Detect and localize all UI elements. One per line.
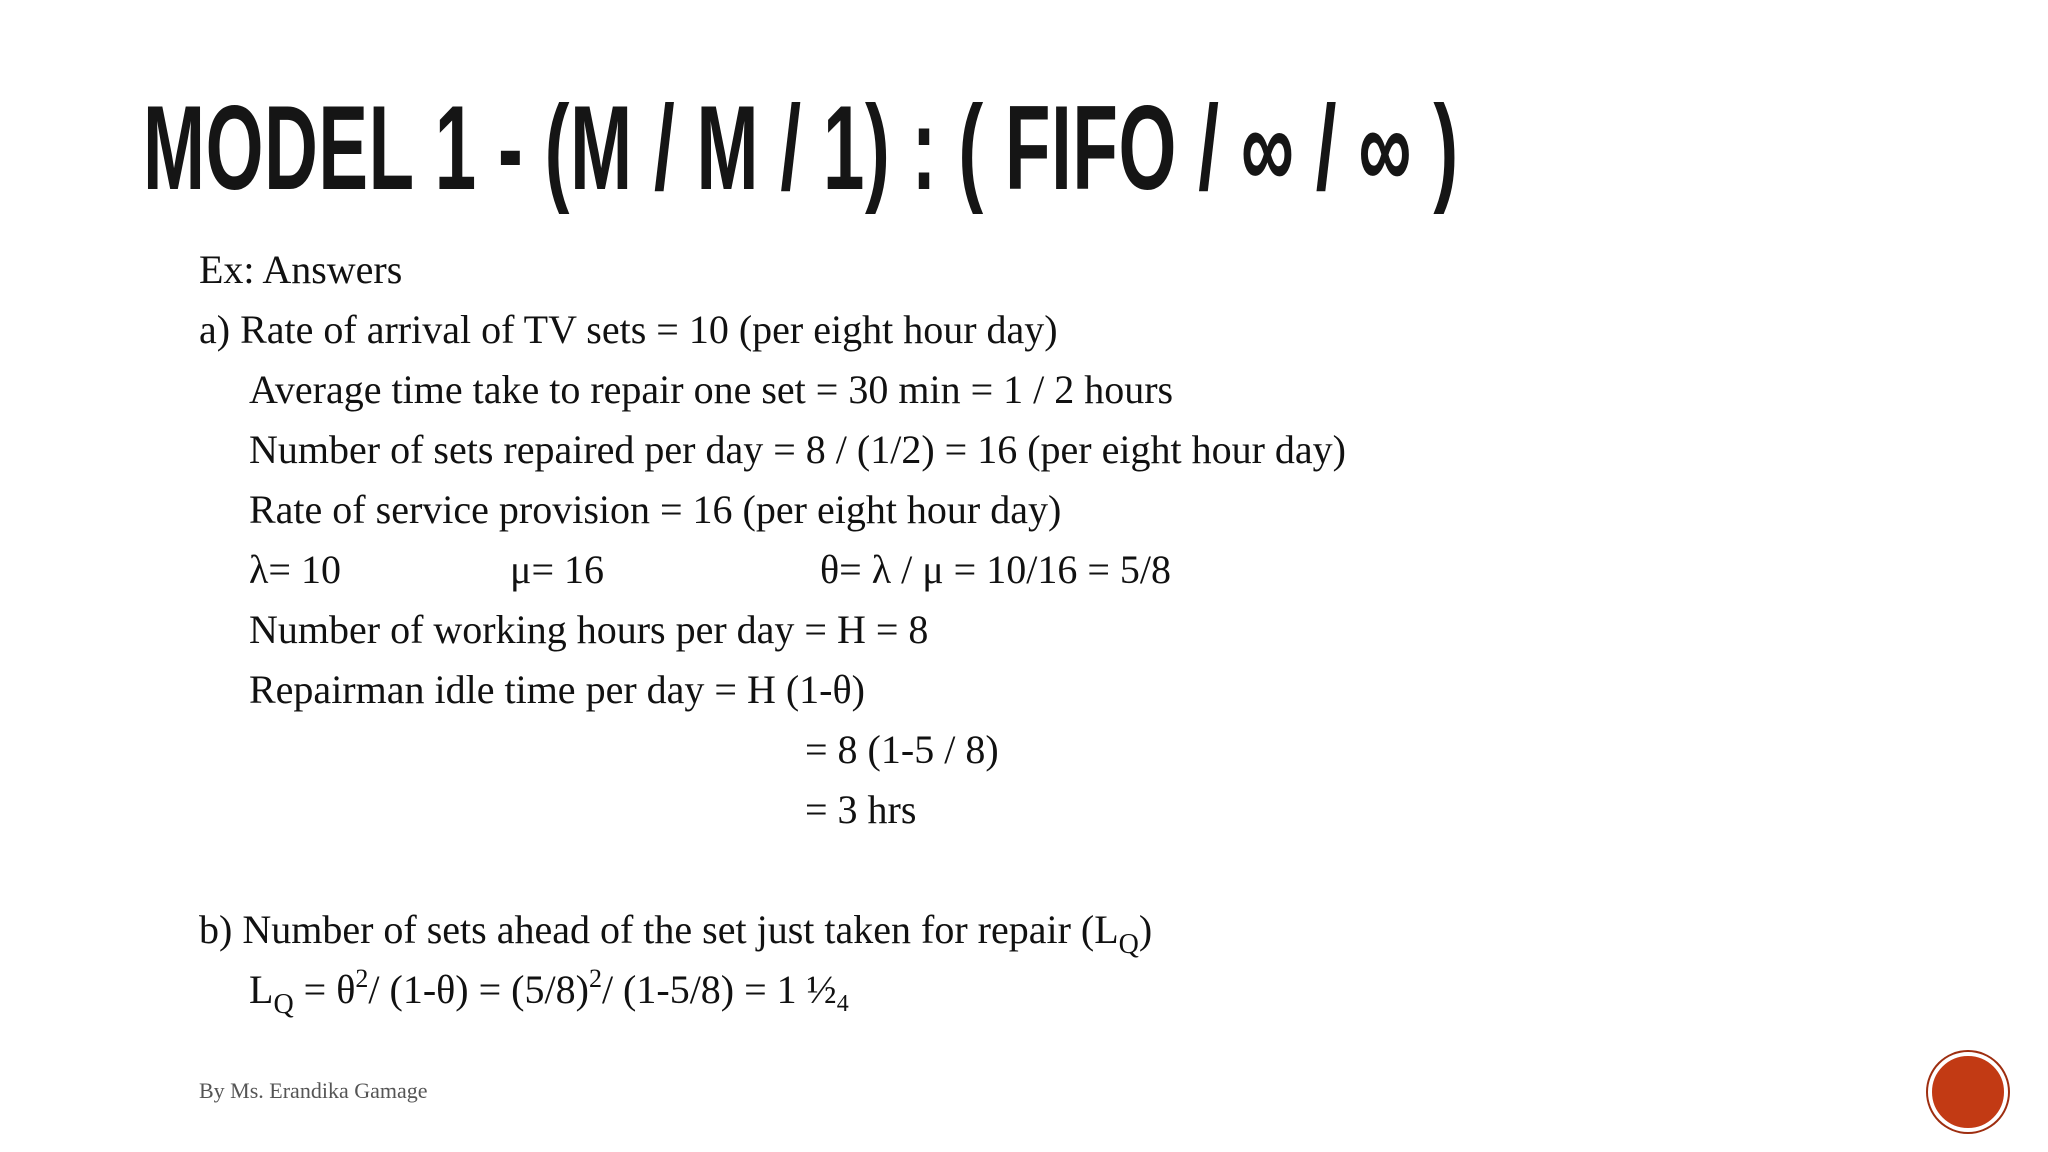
- answer-b-line-1-close: ): [1138, 907, 1153, 952]
- answer-b-formula: [249, 964, 849, 1020]
- lambda-value: λ= 10: [249, 547, 341, 592]
- formula-subscript-4: 4: [836, 991, 849, 1017]
- formula-part-1: = θ: [293, 967, 356, 1012]
- answer-b-line-1-text: b) Number of sets ahead of the set just taken for repair (L: [199, 907, 1119, 952]
- answer-b-line-1: [199, 906, 1153, 960]
- formula-part-2: / (1-θ) = (5/8): [368, 967, 589, 1012]
- mu-value: μ= 16: [510, 547, 605, 592]
- answer-a-line-1: a) Rate of arrival of TV sets = 10 (per eight hour day): [199, 307, 1058, 352]
- answer-a-line-6: Number of working hours per day = H = 8: [249, 607, 929, 652]
- answer-a-line-8: = 8 (1-5 / 8): [805, 727, 999, 772]
- answers-heading: Ex: Answers: [199, 247, 403, 292]
- formula-part-3: / (1-5/8) = 1 ½: [601, 967, 837, 1012]
- slide-title: MODEL 1 - (M / M / 1) : ( FIFO / ∞ / ∞ ): [143, 81, 1459, 215]
- answer-a-line-7: Repairman idle time per day = H (1-θ): [249, 667, 865, 712]
- answer-a-line-4: Rate of service provision = 16 (per eight hour day): [249, 487, 1062, 532]
- theta-value: θ= λ / μ = 10/16 = 5/8: [820, 547, 1172, 592]
- formula-superscript-2: 2: [588, 964, 602, 993]
- slide-badge-icon: [1928, 1052, 2008, 1132]
- footer-author: By Ms. Erandika Gamage: [199, 1078, 428, 1103]
- answer-a-line-2: Average time take to repair one set = 30 min = 1 / 2 hours: [249, 367, 1174, 412]
- formula-superscript-1: 2: [355, 964, 369, 993]
- answer-a-line-9: = 3 hrs: [805, 787, 917, 832]
- lq-subscript: Q: [1118, 929, 1139, 960]
- formula-l-subscript: Q: [273, 989, 294, 1020]
- answer-a-line-3: Number of sets repaired per day = 8 / (1/2) = 16 (per eight hour day): [249, 427, 1346, 472]
- formula-l: L: [249, 967, 274, 1012]
